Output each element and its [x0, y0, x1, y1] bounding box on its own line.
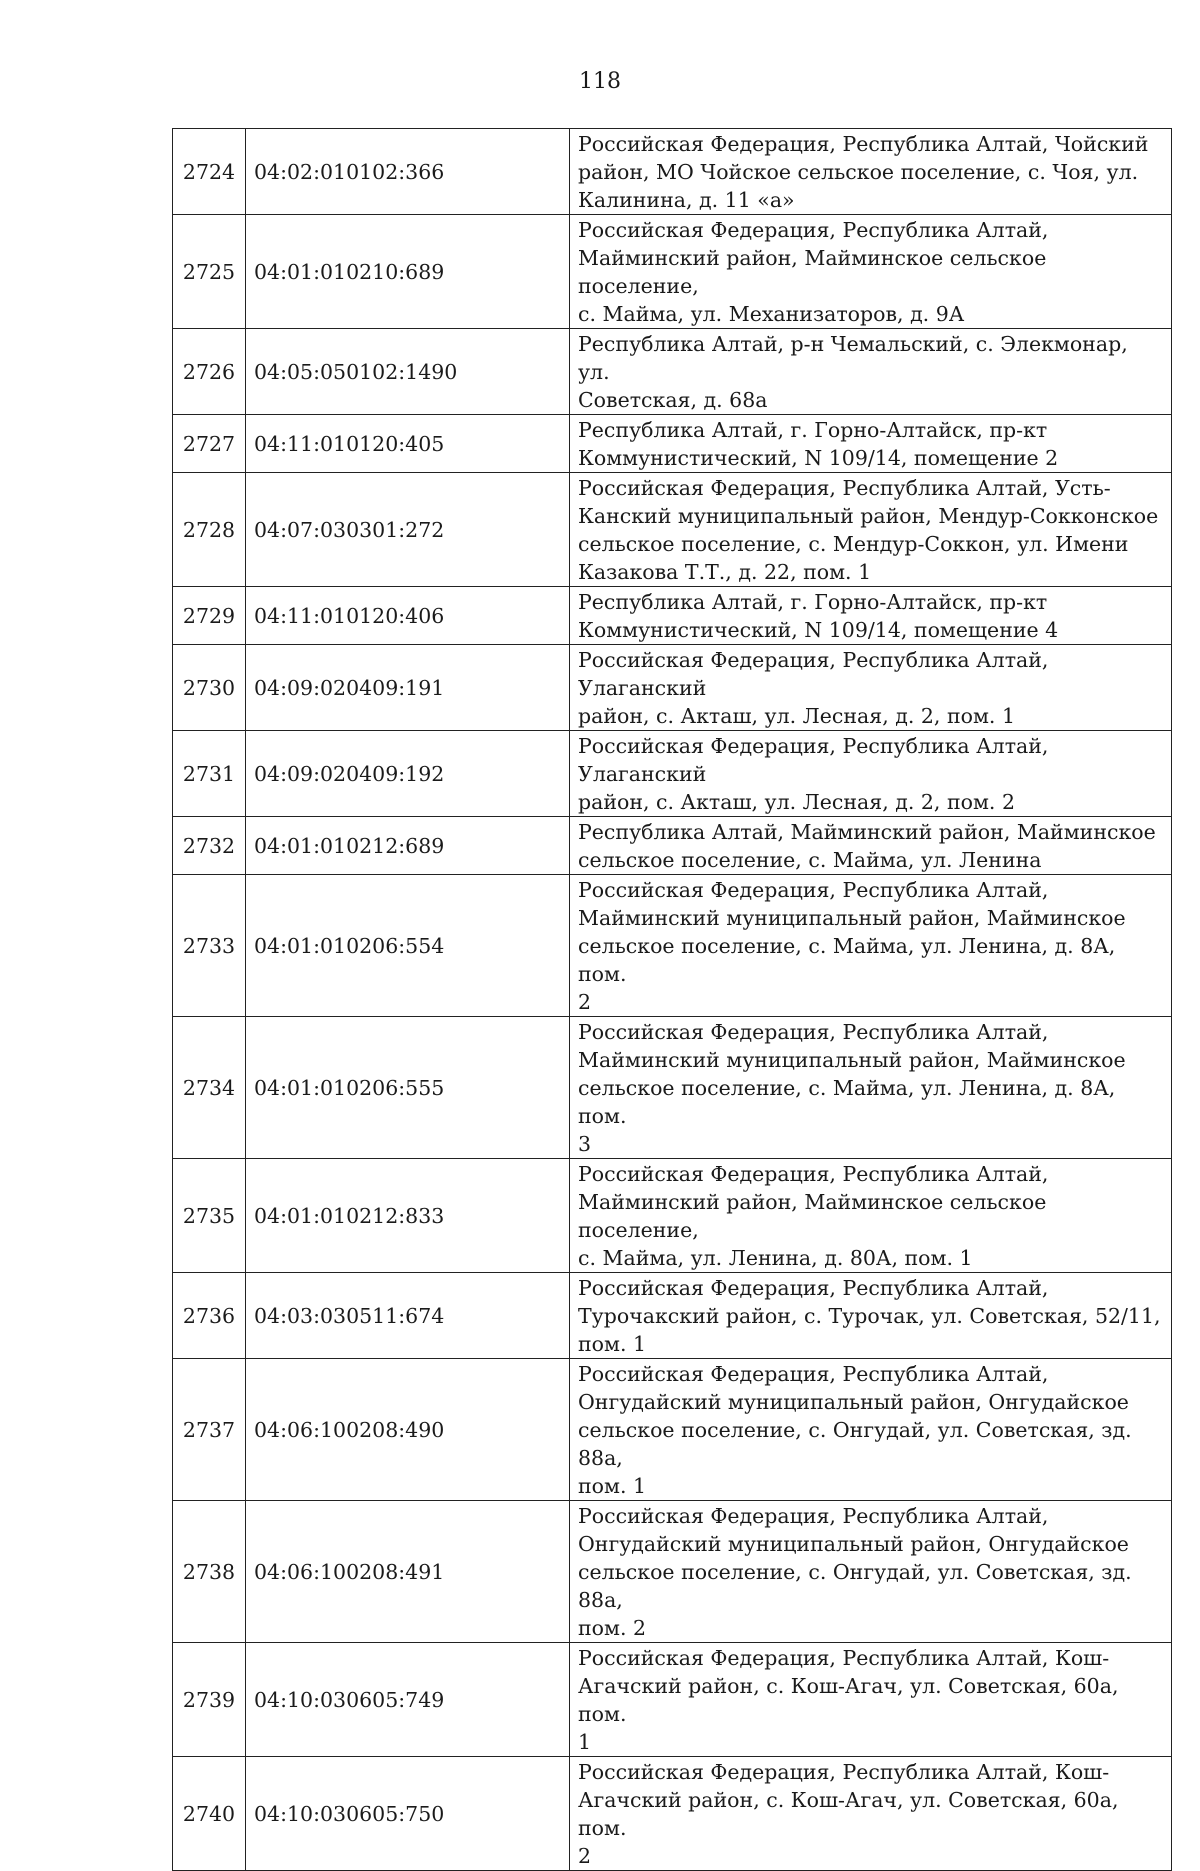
row-number-cell: 2739 [173, 1643, 246, 1757]
address-line: Агачский район, с. Кош-Агач, ул. Советская, 60а, пом. [578, 1674, 1119, 1726]
address-line: район, с. Акташ, ул. Лесная, д. 2, пом. 1 [578, 704, 1015, 728]
address-line: сельское поселение, с. Мендур-Соккон, ул. Имени [578, 532, 1129, 556]
table-row [173, 1643, 1172, 1757]
address-line: Российская Федерация, Республика Алтай, [578, 1020, 1049, 1044]
table-row [173, 1159, 1172, 1273]
cadastral-number-cell: 04:11:010120:405 [246, 415, 570, 473]
address-line: пом. 1 [578, 1474, 647, 1498]
address-line: Майминский муниципальный район, Майминское [578, 1048, 1126, 1072]
registry-table-body [173, 129, 1172, 1871]
address-cell [570, 817, 1172, 875]
address-line: с. Майма, ул. Ленина, д. 80А, пом. 1 [578, 1246, 973, 1270]
cadastral-number-cell: 04:05:050102:1490 [246, 329, 570, 415]
address-line: пом. 2 [578, 1616, 647, 1640]
address-line: с. Майма, ул. Механизаторов, д. 9А [578, 302, 965, 326]
row-number-cell: 2735 [173, 1159, 246, 1273]
address-cell [570, 1757, 1172, 1871]
address-cell [570, 1359, 1172, 1501]
address-cell [570, 875, 1172, 1017]
address-line: район, МО Чойское сельское поселение, с. Чоя, ул. [578, 160, 1139, 184]
row-number-cell: 2725 [173, 215, 246, 329]
address-line: Российская Федерация, Республика Алтай, Улаганский [578, 734, 1049, 786]
row-number-cell: 2727 [173, 415, 246, 473]
address-line: Онгудайский муниципальный район, Онгудайское [578, 1390, 1129, 1414]
address-line: Российская Федерация, Республика Алтай, [578, 878, 1049, 902]
table-row [173, 329, 1172, 415]
cadastral-number-cell: 04:02:010102:366 [246, 129, 570, 215]
address-line: Коммунистический, N 109/14, помещение 4 [578, 618, 1059, 642]
table-row [173, 1273, 1172, 1359]
address-cell [570, 645, 1172, 731]
address-cell [570, 1643, 1172, 1757]
address-cell [570, 473, 1172, 587]
table-row [173, 817, 1172, 875]
row-number-cell: 2736 [173, 1273, 246, 1359]
address-line: Российская Федерация, Республика Алтай, Чойский [578, 132, 1149, 156]
address-line: Майминский район, Майминское сельское поселение, [578, 246, 1047, 298]
cadastral-number-cell: 04:10:030605:749 [246, 1643, 570, 1757]
cadastral-number-cell: 04:01:010212:689 [246, 817, 570, 875]
table-row [173, 215, 1172, 329]
cadastral-number-cell: 04:11:010120:406 [246, 587, 570, 645]
address-cell [570, 731, 1172, 817]
address-line: Российская Федерация, Республика Алтай, Усть- [578, 476, 1111, 500]
address-line: сельское поселение, с. Майма, ул. Ленина, д. 8А, пом. [578, 934, 1116, 986]
cadastral-number-cell: 04:07:030301:272 [246, 473, 570, 587]
address-line: Республика Алтай, р-н Чемальский, с. Элекмонар, ул. [578, 332, 1128, 384]
address-line: Республика Алтай, г. Горно-Алтайск, пр-кт [578, 590, 1048, 614]
address-line: Агачский район, с. Кош-Агач, ул. Советская, 60а, пом. [578, 1788, 1119, 1840]
row-number-cell: 2737 [173, 1359, 246, 1501]
address-cell [570, 129, 1172, 215]
cadastral-number-cell: 04:01:010212:833 [246, 1159, 570, 1273]
row-number-cell: 2738 [173, 1501, 246, 1643]
address-line: Турочакский район, с. Турочак, ул. Советская, 52/11, [578, 1304, 1161, 1328]
table-row [173, 415, 1172, 473]
address-line: пом. 1 [578, 1332, 647, 1356]
row-number-cell: 2734 [173, 1017, 246, 1159]
cadastral-number-cell: 04:09:020409:192 [246, 731, 570, 817]
address-line: Майминский муниципальный район, Майминское [578, 906, 1126, 930]
cadastral-number-cell: 04:09:020409:191 [246, 645, 570, 731]
address-cell [570, 1017, 1172, 1159]
address-line: Российская Федерация, Республика Алтай, Кош- [578, 1646, 1110, 1670]
address-line: Российская Федерация, Республика Алтай, [578, 1162, 1049, 1186]
cadastral-number-cell: 04:06:100208:490 [246, 1359, 570, 1501]
address-cell [570, 1273, 1172, 1359]
table-row [173, 587, 1172, 645]
address-line: Онгудайский муниципальный район, Онгудайское [578, 1532, 1129, 1556]
address-line: Калинина, д. 11 «а» [578, 188, 795, 212]
address-line: 1 [578, 1730, 592, 1754]
property-registry-table [172, 128, 1172, 1871]
address-line: 2 [578, 990, 592, 1014]
table-row [173, 1757, 1172, 1871]
row-number-cell: 2733 [173, 875, 246, 1017]
cadastral-number-cell: 04:01:010210:689 [246, 215, 570, 329]
address-line: сельское поселение, с. Онгудай, ул. Советская, зд. 88а, [578, 1418, 1132, 1470]
page-number: 118 [579, 69, 621, 94]
address-line: Коммунистический, N 109/14, помещение 2 [578, 446, 1059, 470]
cadastral-number-cell: 04:03:030511:674 [246, 1273, 570, 1359]
table-row [173, 731, 1172, 817]
address-line: Российская Федерация, Республика Алтай, [578, 1504, 1049, 1528]
address-line: Советская, д. 68а [578, 388, 768, 412]
address-cell [570, 415, 1172, 473]
address-line: Республика Алтай, г. Горно-Алтайск, пр-кт [578, 418, 1048, 442]
address-line: 2 [578, 1844, 592, 1868]
address-line: Канский муниципальный район, Мендур-Сокконское [578, 504, 1159, 528]
row-number-cell: 2740 [173, 1757, 246, 1871]
address-line: район, с. Акташ, ул. Лесная, д. 2, пом. 2 [578, 790, 1015, 814]
address-line: Республика Алтай, Майминский район, Майминское [578, 820, 1156, 844]
address-line: Казакова Т.Т., д. 22, пом. 1 [578, 560, 872, 584]
row-number-cell: 2730 [173, 645, 246, 731]
table-row [173, 129, 1172, 215]
cadastral-number-cell: 04:01:010206:554 [246, 875, 570, 1017]
address-line: Майминский район, Майминское сельское поселение, [578, 1190, 1047, 1242]
address-line: сельское поселение, с. Майма, ул. Ленина, д. 8А, пом. [578, 1076, 1116, 1128]
cadastral-number-cell: 04:01:010206:555 [246, 1017, 570, 1159]
address-cell [570, 1159, 1172, 1273]
table-row [173, 1501, 1172, 1643]
address-line: Российская Федерация, Республика Алтай, [578, 218, 1049, 242]
row-number-cell: 2724 [173, 129, 246, 215]
table-row [173, 1359, 1172, 1501]
address-line: Российская Федерация, Республика Алтай, [578, 1276, 1049, 1300]
address-line: сельское поселение, с. Онгудай, ул. Советская, зд. 88а, [578, 1560, 1132, 1612]
table-row [173, 875, 1172, 1017]
address-cell [570, 1501, 1172, 1643]
row-number-cell: 2731 [173, 731, 246, 817]
table-row [173, 1017, 1172, 1159]
row-number-cell: 2732 [173, 817, 246, 875]
cadastral-number-cell: 04:10:030605:750 [246, 1757, 570, 1871]
row-number-cell: 2728 [173, 473, 246, 587]
address-line: Российская Федерация, Республика Алтай, Кош- [578, 1760, 1110, 1784]
address-line: 3 [578, 1132, 592, 1156]
address-cell [570, 215, 1172, 329]
table-row [173, 645, 1172, 731]
table-row [173, 473, 1172, 587]
address-cell [570, 587, 1172, 645]
row-number-cell: 2729 [173, 587, 246, 645]
address-line: Российская Федерация, Республика Алтай, Улаганский [578, 648, 1049, 700]
address-line: сельское поселение, с. Майма, ул. Ленина [578, 848, 1042, 872]
cadastral-number-cell: 04:06:100208:491 [246, 1501, 570, 1643]
address-cell [570, 329, 1172, 415]
address-line: Российская Федерация, Республика Алтай, [578, 1362, 1049, 1386]
row-number-cell: 2726 [173, 329, 246, 415]
